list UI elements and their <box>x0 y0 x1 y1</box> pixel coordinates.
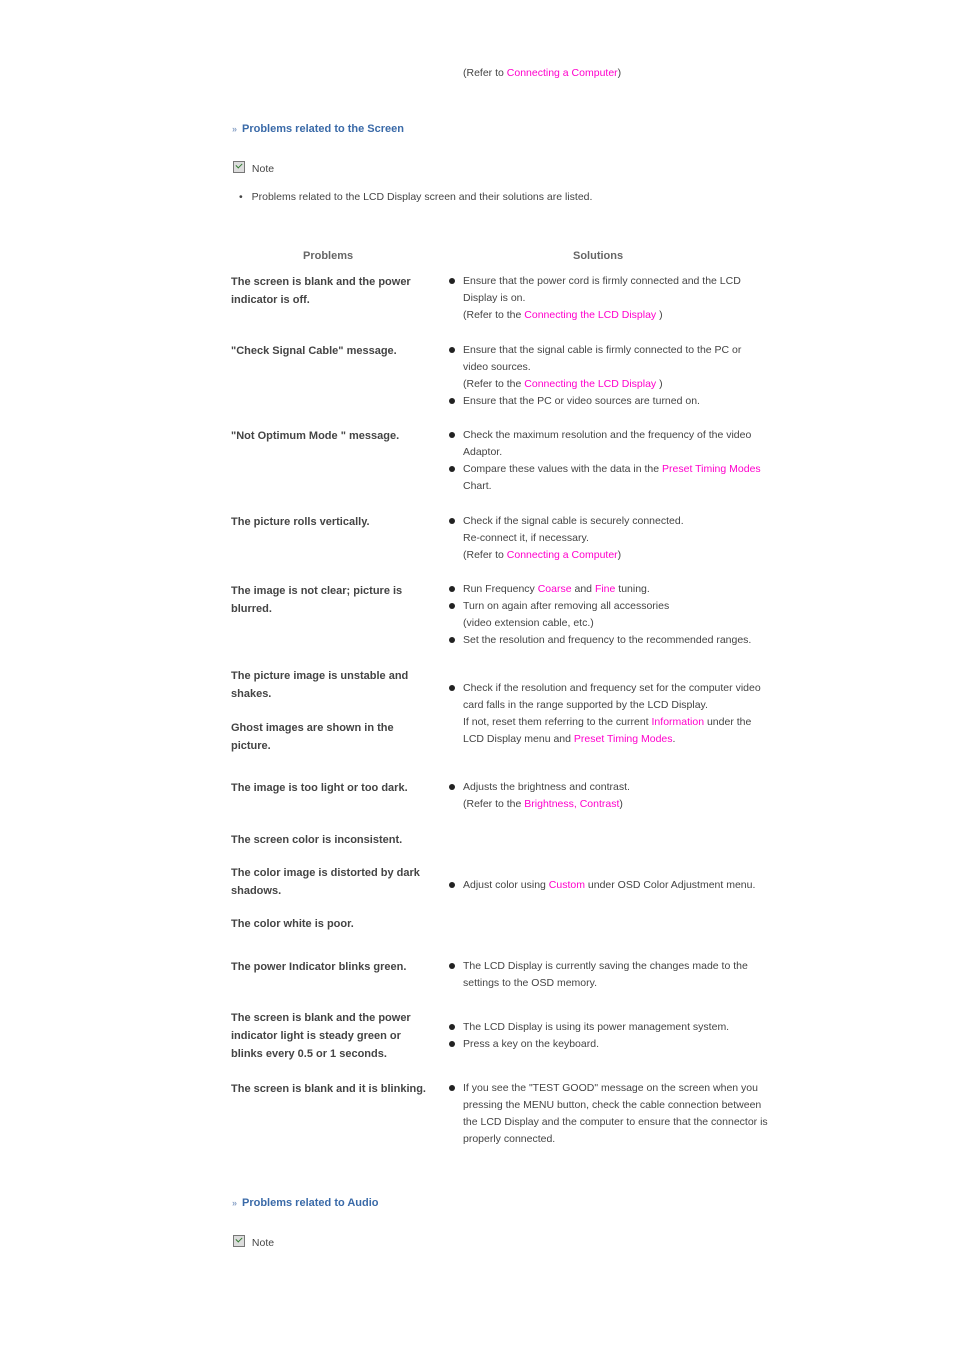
solution-reference: (Refer to the Connecting the LCD Display ) <box>463 378 663 390</box>
connecting-computer-link[interactable]: Connecting a Computer <box>506 549 618 561</box>
solution-continuation: Re-connect it, if necessary. <box>463 532 589 544</box>
solution-item: Turn on again after removing all accessories <box>449 598 769 615</box>
solution-item: Ensure that the signal cable is firmly connected to the PC or video sources. <box>449 342 769 376</box>
solution-reference: (Refer to the Brightness, Contrast) <box>463 798 623 810</box>
solution-item: The LCD Display is currently saving the changes made to the settings to the OSD memory. <box>449 958 769 992</box>
problem-text: The picture rolls vertically. <box>231 516 370 528</box>
solution-cell <box>449 273 769 324</box>
solution-item: Run Frequency Coarse and Fine tuning. <box>449 581 769 598</box>
solution-cell <box>449 680 769 748</box>
top-reference <box>463 65 621 82</box>
brightness-contrast-link[interactable]: Brightness, Contrast <box>524 798 620 810</box>
solution-item: Check if the resolution and frequency set for the computer video card falls in the range supported by the LCD Display. <box>449 680 769 714</box>
connecting-computer-link[interactable]: Connecting a Computer <box>506 67 618 79</box>
note-icon <box>233 161 245 173</box>
problem-text: The screen is blank and the power indicator light is steady green or blinks every 0.5 or 1 seconds. <box>231 1012 411 1060</box>
column-header-solutions: Solutions <box>573 250 624 262</box>
solution-item: Ensure that the PC or video sources are turned on. <box>449 393 769 410</box>
solution-item: Set the resolution and frequency to the recommended ranges. <box>449 632 769 649</box>
solution-item: Adjusts the brightness and contrast. <box>449 779 769 796</box>
bullet-dot-icon: • <box>239 191 243 203</box>
solution-continuation: If not, reset them referring to the current Information under the LCD Display menu and Preset Timing Modes. <box>463 716 752 745</box>
problem-text: The color image is distorted by dark shadows. <box>231 867 420 897</box>
problem-text: Ghost images are shown in the picture. <box>231 722 394 752</box>
solution-cell <box>449 1080 769 1148</box>
note-label: Note <box>251 163 275 175</box>
section-title: Problems related to Audio <box>242 1197 379 1209</box>
problem-text: "Check Signal Cable" message. <box>231 345 397 357</box>
problem-text: The power Indicator blinks green. <box>231 961 407 973</box>
note <box>233 1235 274 1252</box>
solution-cell <box>449 779 769 813</box>
problem-text: The image is too light or too dark. <box>231 782 408 794</box>
section-heading-screen[interactable] <box>232 121 404 137</box>
problem-text: The image is not clear; picture is blurred. <box>231 585 403 615</box>
problem-text: The screen color is inconsistent. <box>231 834 403 846</box>
solution-reference: (Refer to Connecting a Computer) <box>463 549 622 561</box>
note <box>233 161 274 178</box>
section-heading-audio[interactable] <box>232 1195 379 1211</box>
solution-item: Check if the signal cable is securely connected. <box>449 513 769 530</box>
solution-reference: (Refer to the Connecting the LCD Display ) <box>463 309 663 321</box>
information-link[interactable]: Information <box>651 716 705 728</box>
preset-timing-modes-link[interactable]: Preset Timing Modes <box>662 463 761 475</box>
solution-item: Adjust color using Custom under OSD Color Adjustment menu. <box>449 877 769 894</box>
intro-text: Problems related to the LCD Display screen and their solutions are listed. <box>251 191 593 203</box>
column-header-problems: Problems <box>303 250 354 262</box>
connecting-lcd-link[interactable]: Connecting the LCD Display <box>524 309 657 321</box>
custom-link[interactable]: Custom <box>548 879 585 891</box>
problem-text: The screen is blank and the power indicator is off. <box>231 276 411 306</box>
problem-text: The picture image is unstable and shakes. <box>231 670 409 700</box>
ref-prefix: (Refer to <box>463 67 507 79</box>
section-title: Problems related to the Screen <box>242 123 404 135</box>
problem-text: "Not Optimum Mode " message. <box>231 430 400 442</box>
solution-cell <box>449 427 769 495</box>
ref-suffix: ) <box>617 67 622 79</box>
solution-item: Compare these values with the data in the Preset Timing Modes Chart. <box>449 461 769 495</box>
preset-timing-modes-link[interactable]: Preset Timing Modes <box>573 733 673 745</box>
note-icon <box>233 1235 245 1247</box>
chevron-right-icon: » <box>232 1198 238 1208</box>
coarse-link[interactable]: Coarse <box>537 583 572 595</box>
solution-item: Ensure that the power cord is firmly connected and the LCD Display is on. <box>449 273 769 307</box>
problem-text: The screen is blank and it is blinking. <box>231 1083 426 1095</box>
solution-cell <box>449 513 769 564</box>
solution-item: Check the maximum resolution and the frequency of the video Adaptor. <box>449 427 769 461</box>
solution-item: Press a key on the keyboard. <box>449 1036 769 1053</box>
solution-cell <box>449 581 769 649</box>
connecting-lcd-link[interactable]: Connecting the LCD Display <box>524 378 657 390</box>
solution-continuation: (video extension cable, etc.) <box>463 617 594 629</box>
solution-cell <box>449 958 769 992</box>
problem-text: The color white is poor. <box>231 918 354 930</box>
chevron-right-icon: » <box>232 124 238 134</box>
solution-cell <box>449 877 769 894</box>
solution-cell <box>449 1019 769 1053</box>
solution-item: The LCD Display is using its power management system. <box>449 1019 769 1036</box>
solution-item: If you see the "TEST GOOD" message on the screen when you pressing the MENU button, check the cable connection between the LCD Display and the computer to ensure that the connector is properly connected. <box>449 1080 769 1148</box>
solution-cell <box>449 342 769 410</box>
fine-link[interactable]: Fine <box>594 583 616 595</box>
intro-bullet <box>239 189 592 206</box>
note-label: Note <box>251 1237 275 1249</box>
